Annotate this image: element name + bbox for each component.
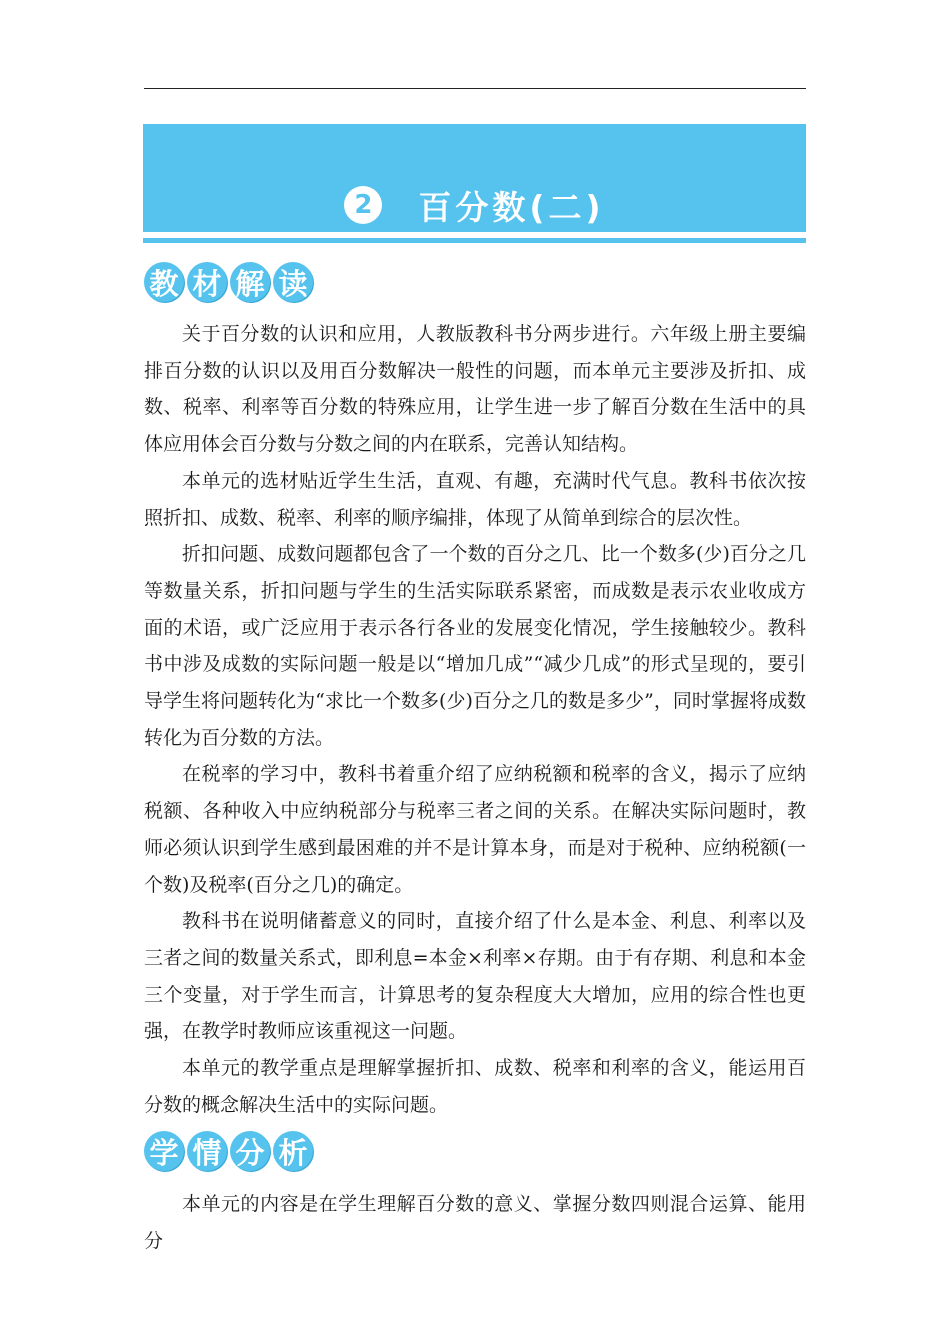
paragraph: 教科书在说明储蓄意义的同时，直接介绍了什么是本金、利息、利率以及三者之间的数量关系式，即利息=本金×利率×存期。由于有存期、利息和本金三个变量，对于学生而言，计算思考的复杂程度大大增加，应用的综合性也更强，在教学时教师应该重视这一问题。: [144, 910, 806, 1043]
heading-char: 学: [144, 1131, 184, 1171]
paragraph: 折扣问题、成数问题都包含了一个数的百分之几、比一个数多(少)百分之几等数量关系，折扣问题与学生的生活实际联系紧密，而成数是表示农业收成方面的术语，或广泛应用于表示各行各业的发展变化情况，学生接触较少。教科书中涉及成数的实际问题一般是以“增加几成”“减少几成”的形式呈现的，要引导学生将问题转化为“求比一个数多(少)百分之几的数是多少”，同时掌握将成数转化为百分数的方法。: [144, 543, 806, 749]
section-body-textbook-analysis: [144, 316, 806, 1123]
section-body-student-analysis: [144, 1186, 806, 1259]
heading-char: 材: [187, 262, 227, 302]
heading-char: 读: [273, 262, 313, 302]
heading-char: 情: [187, 1131, 227, 1171]
unit-number-badge: 2: [344, 186, 382, 224]
paragraph: 本单元的选材贴近学生生活，直观、有趣，充满时代气息。教科书依次按照折扣、成数、税率、利率的顺序编排，体现了从简单到综合的层次性。: [144, 469, 806, 529]
heading-char: 析: [273, 1131, 313, 1171]
unit-title-row: [143, 180, 806, 230]
paragraph: 本单元的内容是在学生理解百分数的意义、掌握分数四则混合运算、能用分: [144, 1193, 806, 1252]
paragraph: 在税率的学习中，教科书着重介绍了应纳税额和税率的含义，揭示了应纳税额、各种收入中应纳税部分与税率三者之间的关系。在解决实际问题时，教师必须认识到学生感到最困难的并不是计算本身，而是对于税种、应纳税额(一个数)及税率(百分之几)的确定。: [144, 763, 806, 896]
heading-char: 分: [230, 1131, 270, 1171]
heading-char: 教: [144, 262, 184, 302]
banner-underline: [143, 238, 806, 243]
paragraph: 关于百分数的认识和应用，人教版教科书分两步进行。六年级上册主要编排百分数的认识以及用百分数解决一般性的问题，而本单元主要涉及折扣、成数、税率、利率等百分数的特殊应用，让学生进一步了解百分数在生活中的具体应用体会百分数与分数之间的内在联系，完善认知结构。: [144, 323, 806, 456]
section-heading-student-analysis: [144, 1131, 313, 1171]
unit-banner: [143, 124, 806, 232]
section-heading-textbook-analysis: [144, 262, 313, 302]
header-rule: [144, 88, 806, 89]
heading-char: 解: [230, 262, 270, 302]
paragraph: 本单元的教学重点是理解掌握折扣、成数、税率和利率的含义，能运用百分数的概念解决生活中的实际问题。: [144, 1057, 806, 1116]
unit-title: 百分数(二): [418, 187, 605, 227]
